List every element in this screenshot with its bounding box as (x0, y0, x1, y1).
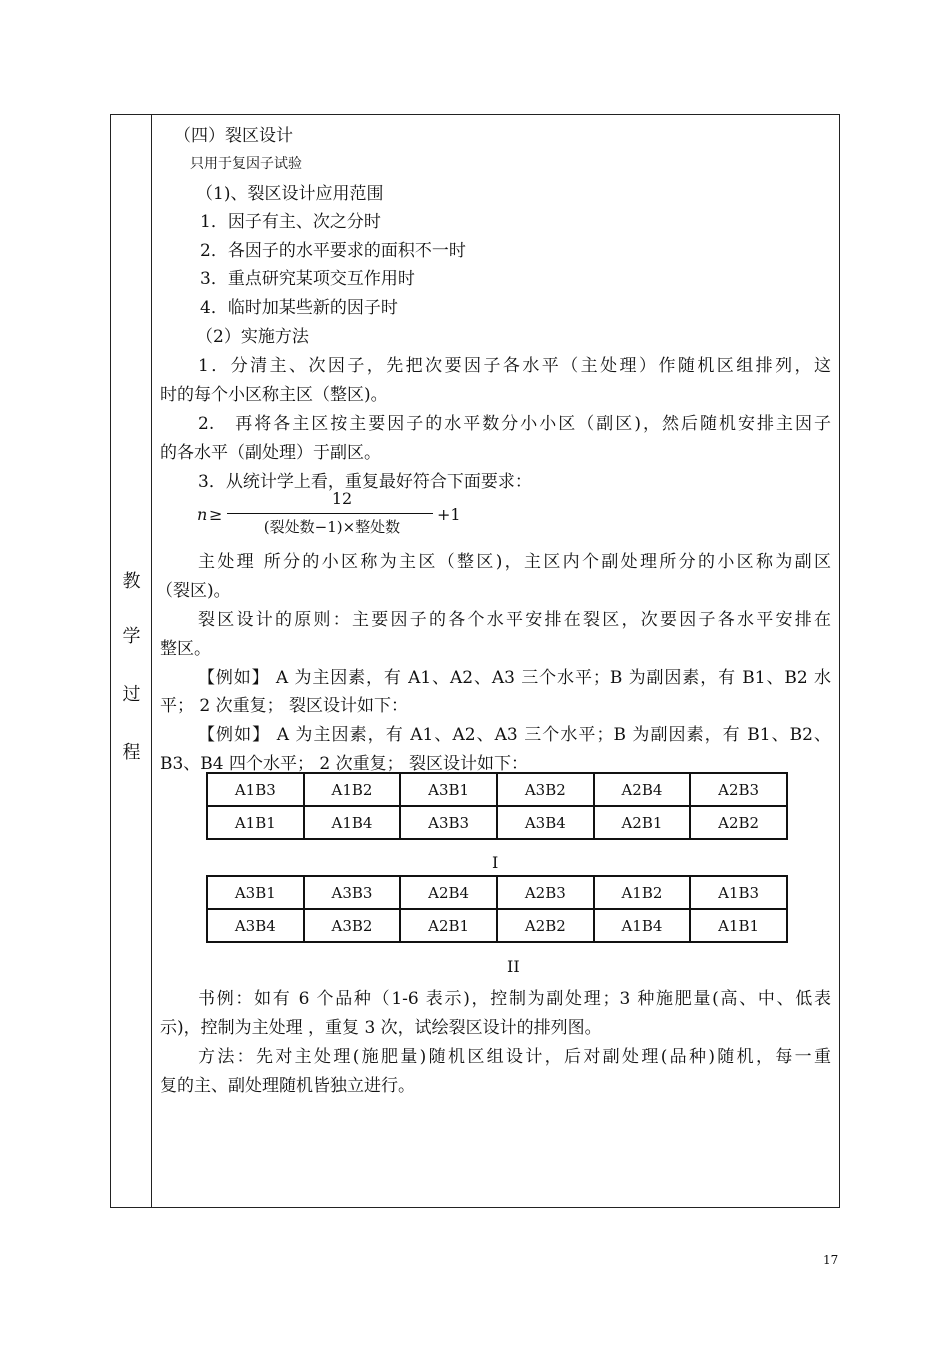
list-item: 4．临时加某些新的因子时 (200, 298, 398, 318)
text-line: B3、B4 四个水平； 2 次重复； 裂区设计如下： (160, 754, 529, 774)
table-cell: A1B3 (207, 773, 304, 806)
formula-lhs: n (197, 505, 208, 524)
table-cell: A3B2 (497, 773, 594, 806)
example-line: 【例如】 A 为主因素，有 A1、A2、A3 三个水平；B 为副因素，有 B1、B2 水 (198, 668, 831, 688)
table-row (207, 909, 787, 942)
lesson-frame (110, 114, 840, 1208)
table-cell: A2B2 (497, 909, 594, 942)
table-cell: A2B3 (497, 876, 594, 909)
subheading: （1)、裂区设计应用范围 (196, 184, 384, 204)
text-line: 的各水平（副处理）于副区。 (160, 443, 381, 463)
list-item: 2．各因子的水平要求的面积不一时 (200, 241, 466, 261)
text-line: 1．分清主、次因子，先把次要因子各水平（主处理）作随机区组排列，这 (198, 356, 831, 376)
side-label-column (111, 115, 152, 1207)
formula-tail: +1 (437, 505, 461, 524)
section-heading: （四）裂区设计 (174, 126, 293, 146)
text-line: 3．从统计学上看，重复最好符合下面要求： (198, 472, 532, 492)
page-number: 17 (823, 1253, 839, 1267)
table-cell: A1B1 (690, 909, 787, 942)
table-2-caption: II (507, 957, 520, 976)
table-cell: A3B4 (497, 806, 594, 839)
formula-denominator: (裂处数−1)×整处数 (263, 518, 401, 536)
side-label-char: 教 (122, 571, 141, 592)
table-cell: A3B3 (304, 876, 401, 909)
list-item: 3．重点研究某项交互作用时 (200, 269, 415, 289)
table-cell: A1B2 (594, 876, 691, 909)
table-cell: A3B2 (304, 909, 401, 942)
table-cell: A1B1 (207, 806, 304, 839)
text-line: 方法：先对主处理(施肥量)随机区组设计，后对副处理(品种)随机，每一重 (198, 1047, 831, 1067)
table-row (207, 773, 787, 806)
table-cell: A2B3 (690, 773, 787, 806)
subheading: （2）实施方法 (196, 327, 309, 347)
list-item: 1．因子有主、次之分时 (200, 212, 381, 232)
table-cell: A1B4 (304, 806, 401, 839)
text-line: 2. 再将各主区按主要因子的水平数分小小区（副区)，然后随机安排主因子 (198, 414, 831, 434)
fraction-bar (227, 513, 433, 514)
split-plot-table-2 (206, 875, 788, 943)
table-cell: A1B4 (594, 909, 691, 942)
table-row (207, 806, 787, 839)
side-label-char: 程 (122, 742, 141, 763)
table-cell: A3B4 (207, 909, 304, 942)
text-line: 平； 2 次重复； 裂区设计如下： (160, 696, 409, 716)
table-cell: A3B1 (400, 773, 497, 806)
table-cell: A3B1 (207, 876, 304, 909)
table-cell: A2B4 (594, 773, 691, 806)
split-plot-table-1 (206, 772, 788, 840)
text-line: 书例：如有 6 个品种（1-6 表示)，控制为副处理；3 种施肥量(高、中、低表 (198, 989, 831, 1009)
text-line: 主处理 所分的小区称为主区（整区)，主区内个副处理所分的小区称为副区 (198, 552, 831, 572)
table-cell: A2B1 (400, 909, 497, 942)
side-label-char: 学 (122, 626, 141, 647)
text-line: （裂区)。 (156, 581, 231, 601)
table-cell: A1B2 (304, 773, 401, 806)
text-line: 只用于复因子试验 (190, 156, 302, 172)
table-cell: A3B3 (400, 806, 497, 839)
table-cell: A1B3 (690, 876, 787, 909)
table-row (207, 876, 787, 909)
text-line: 时的每个小区称主区（整区)。 (160, 385, 388, 405)
table-cell: A2B4 (400, 876, 497, 909)
table-cell: A2B1 (594, 806, 691, 839)
formula-relation: ≥ (209, 505, 223, 524)
text-line: 裂区设计的原则：主要因子的各个水平安排在裂区，次要因子各水平安排在 (198, 610, 831, 630)
formula-numerator: 12 (331, 489, 353, 508)
table-1-caption: I (492, 853, 499, 872)
example-line: 【例如】 A 为主因素，有 A1、A2、A3 三个水平；B 为副因素，有 B1、B2、 (198, 725, 831, 745)
side-label-char: 过 (122, 684, 141, 705)
text-line: 示)，控制为主处理 ，重复 3 次，试绘裂区设计的排列图。 (160, 1018, 602, 1038)
text-line: 整区。 (160, 639, 211, 659)
text-line: 复的主、副处理随机皆独立进行。 (160, 1076, 415, 1096)
replication-formula (197, 489, 477, 539)
table-cell: A2B2 (690, 806, 787, 839)
